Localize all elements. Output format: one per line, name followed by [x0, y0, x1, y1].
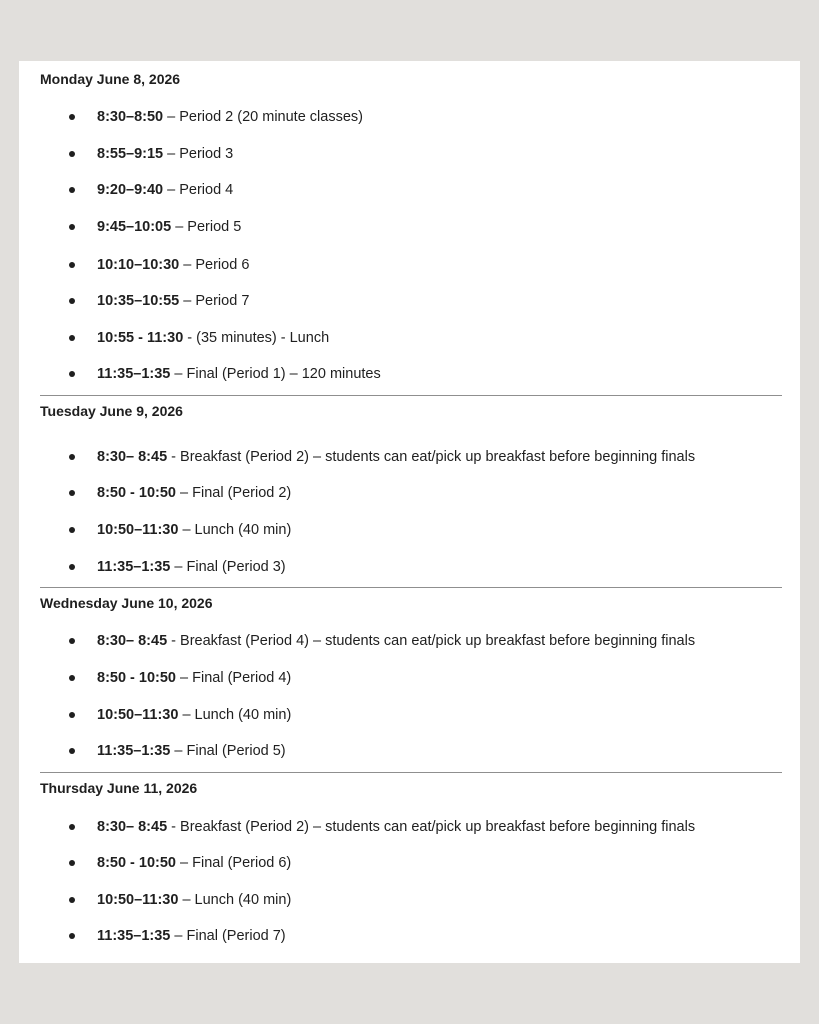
- item-time: 8:50 - 10:50: [97, 855, 176, 871]
- bullet: [69, 860, 75, 866]
- section-divider: [40, 772, 782, 773]
- schedule-item: [97, 891, 291, 909]
- schedule-item: [97, 742, 286, 760]
- bullet: [69, 371, 75, 377]
- bullet: [69, 564, 75, 570]
- bullet: [69, 335, 75, 341]
- bullet: [69, 933, 75, 939]
- schedule-item: [97, 448, 695, 466]
- day-heading-thursday: Thursday June 11, 2026: [40, 780, 198, 796]
- item-time: 10:35–10:55: [97, 293, 180, 309]
- bullet: [69, 187, 75, 193]
- section-divider: [40, 587, 782, 588]
- schedule-item: [97, 706, 291, 724]
- item-description: - (35 minutes) - Lunch: [183, 330, 330, 346]
- item-time: 11:35–1:35: [97, 928, 171, 944]
- item-description: – Period 2 (20 minute classes): [163, 109, 363, 125]
- item-time: 8:30–8:50: [97, 109, 164, 125]
- item-description: – Final (Period 7): [170, 928, 286, 944]
- bullet: [69, 224, 75, 230]
- schedule-item: [97, 818, 695, 836]
- item-time: 8:30– 8:45: [97, 819, 168, 835]
- item-time: 8:30– 8:45: [97, 449, 168, 465]
- schedule-item: [97, 854, 291, 872]
- bullet: [69, 454, 75, 460]
- item-time: 11:35–1:35: [97, 559, 171, 575]
- item-description: – Final (Period 3): [170, 559, 286, 575]
- item-time: 8:50 - 10:50: [97, 670, 176, 686]
- schedule-item: [97, 365, 381, 383]
- schedule-item: [97, 181, 233, 199]
- bullet: [69, 712, 75, 718]
- bullet: [69, 114, 75, 120]
- bullet: [69, 824, 75, 830]
- bullet: [69, 490, 75, 496]
- schedule-item: [97, 927, 286, 945]
- schedule-item: [97, 292, 249, 310]
- schedule-item: [97, 256, 249, 274]
- item-description: – Final (Period 1) – 120 minutes: [170, 366, 381, 382]
- item-description: – Final (Period 4): [176, 670, 292, 686]
- item-time: 10:50–11:30: [97, 707, 179, 723]
- item-time: 8:55–9:15: [97, 146, 164, 162]
- bullet: [69, 262, 75, 268]
- schedule-item: [97, 558, 286, 576]
- item-time: 8:50 - 10:50: [97, 485, 176, 501]
- item-description: – Lunch (40 min): [178, 892, 292, 908]
- bullet: [69, 527, 75, 533]
- item-description: - Breakfast (Period 2) – students can eat/pick up breakfast before beginning finals: [167, 819, 696, 835]
- bullet: [69, 151, 75, 157]
- schedule-item: [97, 218, 241, 236]
- schedule-item: [97, 669, 291, 687]
- schedule-item: [97, 329, 329, 347]
- item-time: 10:50–11:30: [97, 892, 179, 908]
- bullet: [69, 897, 75, 903]
- item-time: 10:55 - 11:30: [97, 330, 184, 346]
- item-description: – Final (Period 6): [176, 855, 292, 871]
- item-description: – Final (Period 5): [170, 743, 286, 759]
- item-description: – Period 6: [179, 257, 250, 273]
- schedule-item: [97, 108, 363, 126]
- schedule-item: [97, 632, 695, 650]
- item-description: - Breakfast (Period 2) – students can eat/pick up breakfast before beginning finals: [167, 449, 696, 465]
- item-description: - Breakfast (Period 4) – students can eat/pick up breakfast before beginning finals: [167, 633, 696, 649]
- bullet: [69, 298, 75, 304]
- item-description: – Lunch (40 min): [178, 522, 292, 538]
- item-time: 9:20–9:40: [97, 182, 164, 198]
- item-description: – Period 7: [179, 293, 250, 309]
- day-heading-tuesday: Tuesday June 9, 2026: [40, 403, 183, 419]
- item-time: 11:35–1:35: [97, 743, 171, 759]
- item-description: – Final (Period 2): [176, 485, 292, 501]
- schedule-item: [97, 521, 291, 539]
- item-description: – Period 5: [171, 219, 242, 235]
- bullet: [69, 748, 75, 754]
- schedule-document: [19, 61, 800, 963]
- item-time: 8:30– 8:45: [97, 633, 168, 649]
- schedule-item: [97, 145, 233, 163]
- day-heading-wednesday: Wednesday June 10, 2026: [40, 595, 213, 611]
- item-description: – Lunch (40 min): [178, 707, 292, 723]
- item-time: 11:35–1:35: [97, 366, 171, 382]
- item-description: – Period 3: [163, 146, 234, 162]
- bullet: [69, 638, 75, 644]
- item-time: 9:45–10:05: [97, 219, 172, 235]
- day-heading-monday: Monday June 8, 2026: [40, 71, 181, 87]
- item-time: 10:50–11:30: [97, 522, 179, 538]
- item-time: 10:10–10:30: [97, 257, 180, 273]
- bullet: [69, 675, 75, 681]
- section-divider: [40, 395, 782, 396]
- item-description: – Period 4: [163, 182, 234, 198]
- schedule-item: [97, 484, 291, 502]
